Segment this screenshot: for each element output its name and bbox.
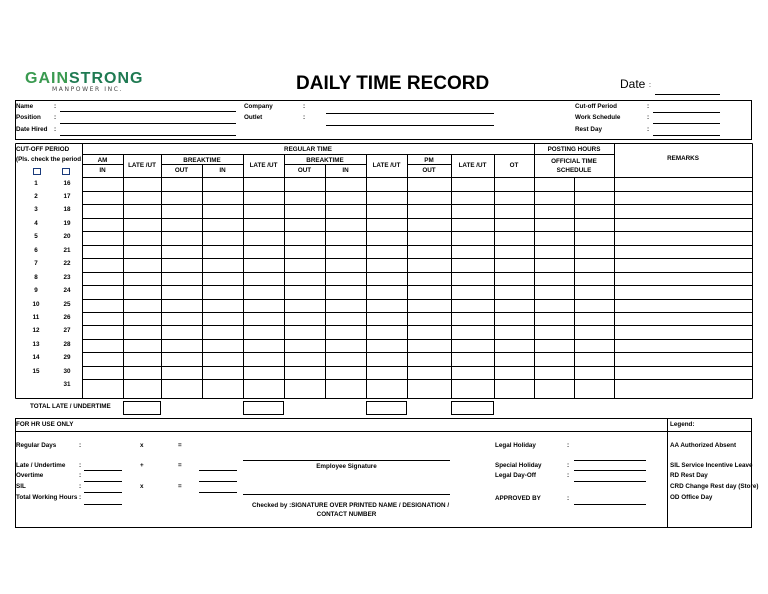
colon: : — [303, 114, 306, 121]
approved-by-field[interactable] — [574, 504, 646, 505]
hr-header-divider — [15, 431, 752, 432]
posting-hours-header: POSTING HOURS — [547, 146, 601, 153]
day-number-first-half: 10 — [32, 301, 40, 308]
equals-sign: = — [178, 483, 182, 490]
colon: : — [79, 442, 82, 449]
day-number-second-half: 17 — [63, 193, 71, 200]
day-number-second-half: 30 — [63, 368, 71, 375]
day-number-first-half: 2 — [34, 193, 38, 200]
late-ut-4-header: LATE /UT — [458, 162, 487, 169]
total-late-ut-1-box[interactable] — [123, 401, 161, 415]
total-late-undertime-label: TOTAL LATE / UNDERTIME — [30, 403, 111, 410]
day-number-second-half: 22 — [63, 260, 71, 267]
contact-number-label: CONTACT NUMBER — [316, 511, 377, 518]
legal-day-off-label: Legal Day-Off — [495, 472, 536, 479]
late-ut-1-header: LATE /UT — [128, 162, 156, 169]
legend-item: CRD Change Rest day (Store) — [670, 483, 759, 490]
page-title: DAILY TIME RECORD — [296, 73, 490, 94]
special-holiday-label: Special Holiday — [495, 462, 542, 469]
late-ut-2-header: LATE /UT — [249, 162, 278, 169]
am-header: AM — [97, 157, 108, 164]
day-number-first-half: 12 — [32, 327, 40, 334]
colon: : — [79, 494, 82, 501]
breaktime-1-header: BREAKTIME — [183, 157, 221, 164]
day-number-first-half: 8 — [34, 274, 38, 281]
work-schedule-label: Work Schedule — [575, 114, 621, 121]
break-2-in-header: IN — [342, 167, 349, 174]
colon: : — [79, 483, 82, 490]
equals-sign: = — [178, 442, 182, 449]
legend-divider — [667, 418, 668, 528]
colon: : — [79, 462, 82, 469]
day-number-first-half: 7 — [34, 260, 38, 267]
day-number-second-half: 25 — [63, 301, 71, 308]
legend-item: RD Rest Day — [670, 472, 708, 479]
multiply-sign: x — [140, 483, 144, 490]
ot-header: OT — [509, 162, 519, 169]
day-number-second-half: 20 — [63, 233, 71, 240]
day-number-second-half: 19 — [63, 220, 71, 227]
colon: : — [647, 114, 650, 121]
day-number-first-half: 15 — [32, 368, 40, 375]
colon: : — [647, 126, 650, 133]
overtime-field[interactable] — [84, 481, 122, 482]
colon: : — [79, 472, 82, 479]
approved-by-label: APPROVED BY — [495, 495, 541, 502]
colon: : — [54, 126, 57, 133]
day-number-second-half: 29 — [63, 354, 71, 361]
cutoff-period-label: Cut-off Period — [575, 103, 617, 110]
day-number-first-half: 6 — [34, 247, 38, 254]
date-hired-label: Date Hired — [16, 126, 48, 133]
total-late-ut-3-box[interactable] — [366, 401, 407, 415]
period-1-checkbox[interactable] — [33, 168, 41, 175]
colon: : — [54, 114, 57, 121]
day-number-second-half: 26 — [63, 314, 71, 321]
special-holiday-field[interactable] — [574, 470, 646, 471]
colon: : — [303, 103, 306, 110]
company-logo: GAINSTRONG — [25, 70, 144, 87]
period-2-checkbox[interactable] — [62, 168, 70, 175]
date-colon: : — [649, 82, 651, 89]
sil-field[interactable] — [84, 492, 122, 493]
late-undertime-result[interactable] — [199, 470, 237, 471]
cutoff-period-header: CUT-OFF PERIOD — [16, 146, 70, 153]
day-number-second-half: 18 — [63, 206, 71, 213]
day-number-second-half: 31 — [63, 381, 71, 388]
checked-by-label: Checked by :SIGNATURE OVER PRINTED NAME / DESIGNATION / — [252, 502, 450, 509]
day-number-second-half: 16 — [63, 180, 71, 187]
overtime-result[interactable] — [199, 481, 237, 482]
regular-time-header: REGULAR TIME — [284, 146, 332, 153]
break-1-in-header: IN — [219, 167, 226, 174]
day-number-second-half: 21 — [63, 247, 71, 254]
pm-header: PM — [424, 157, 434, 164]
name-label: Name — [16, 103, 34, 110]
day-number-second-half: 28 — [63, 341, 71, 348]
pm-out-header: OUT — [422, 167, 436, 174]
day-number-first-half: 1 — [34, 180, 38, 187]
late-undertime-label: Late / Undertime — [16, 462, 66, 469]
colon: : — [567, 495, 570, 502]
break-1-out-header: OUT — [174, 167, 189, 174]
outlet-label: Outlet — [244, 114, 263, 121]
legend-item: OD Office Day — [670, 494, 713, 501]
break-2-out-header: OUT — [297, 167, 312, 174]
equals-sign: = — [178, 462, 182, 469]
colon: : — [567, 462, 570, 469]
total-late-ut-2-box[interactable] — [243, 401, 284, 415]
total-working-hours-field[interactable] — [84, 504, 122, 505]
total-late-ut-4-box[interactable] — [451, 401, 494, 415]
rest-day-label: Rest Day — [575, 126, 602, 133]
checked-by-signature-line[interactable] — [243, 494, 450, 495]
breaktime-2-header: BREAKTIME — [306, 157, 344, 164]
colon: : — [647, 103, 650, 110]
sil-label: SIL — [16, 483, 26, 490]
plus-sign: + — [140, 462, 144, 469]
hr-use-only-title: FOR HR USE ONLY — [16, 421, 74, 428]
day-number-first-half: 9 — [34, 287, 38, 294]
legal-holiday-field[interactable] — [574, 460, 646, 461]
employee-signature-label: Employee Signature — [316, 463, 377, 470]
total-working-hours-label: Total Working Hours — [16, 494, 78, 501]
sil-result[interactable] — [199, 492, 237, 493]
employee-signature-line[interactable] — [243, 460, 450, 461]
schedule-header: SCHEDULE — [556, 167, 592, 174]
day-number-second-half: 27 — [63, 327, 71, 334]
date-label: Date — [620, 77, 646, 91]
multiply-sign: x — [140, 442, 144, 449]
colon: : — [567, 442, 570, 449]
day-number-second-half: 24 — [63, 287, 71, 294]
colon: : — [54, 103, 57, 110]
official-time-header: OFFICIAL TIME — [551, 158, 597, 165]
day-number-second-half: 23 — [63, 274, 71, 281]
day-number-first-half: 13 — [32, 341, 40, 348]
legend-item: SIL Service Incentive Leave — [670, 462, 753, 469]
check-period-note: (Pls. check the period — [16, 156, 82, 163]
legal-holiday-label: Legal Holiday — [495, 442, 536, 449]
remarks-header: REMARKS — [667, 155, 699, 162]
overtime-label: Overtime — [16, 472, 44, 479]
late-undertime-field[interactable] — [84, 470, 122, 471]
position-label: Position — [16, 114, 41, 121]
logo-tagline: MANPOWER INC. — [52, 86, 124, 93]
day-number-first-half: 4 — [34, 220, 38, 227]
day-number-first-half: 3 — [34, 206, 38, 213]
legend-title: Legend: — [670, 421, 695, 428]
company-label: Company — [244, 103, 273, 110]
legend-item: AA Authorized Absent — [670, 442, 737, 449]
regular-days-label: Regular Days — [16, 442, 57, 449]
am-in-header: IN — [99, 167, 106, 174]
legal-day-off-field[interactable] — [574, 481, 646, 482]
colon: : — [567, 472, 570, 479]
late-ut-3-header: LATE /UT — [372, 162, 401, 169]
day-number-first-half: 5 — [34, 233, 38, 240]
day-number-first-half: 14 — [32, 354, 40, 361]
day-number-first-half: 11 — [32, 314, 40, 321]
